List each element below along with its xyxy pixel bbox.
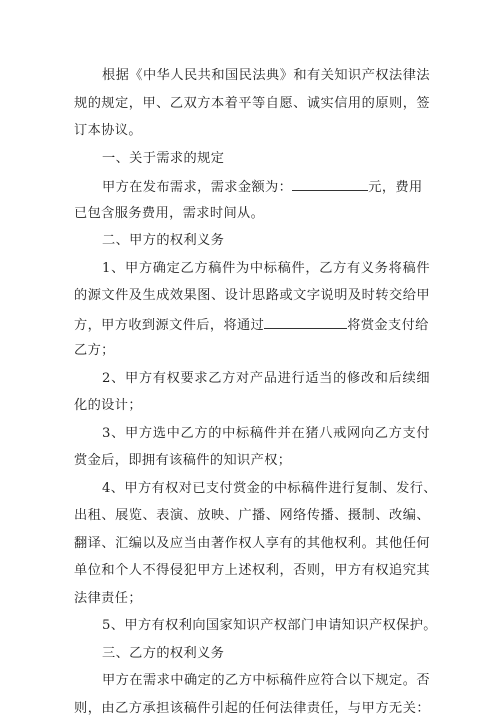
clause-4-line-4: 单位和个人不得侵犯甲方上述权利，否则，甲方有权追究其: [74, 557, 430, 585]
paragraph-intro-line-3: 订本协议。: [74, 117, 430, 145]
clause-1-line-1: 1、甲方确定乙方稿件为中标稿件，乙方有义务将稿件: [74, 255, 430, 283]
requirement-amount-label: 甲方在发布需求，需求金额为：: [102, 180, 292, 195]
clause-2-line-1: 2、甲方有权要求乙方对产品进行适当的修改和后续细: [74, 365, 430, 393]
clause-4-line-3: 翻译、汇编以及应当由著作权人享有的其他权利。其他任何: [74, 530, 430, 558]
section-3-line-2: 则，由乙方承担该稿件引起的任何法律责任，与甲方无关：: [74, 695, 430, 722]
clause-3-line-2: 赏金后，即拥有该稿件的知识产权；: [74, 447, 430, 475]
paragraph-intro-line-2: 规的规定，甲、乙双方本着平等自愿、诚实信用的原则，签: [74, 90, 430, 118]
clause-1-line-3: [74, 310, 430, 338]
clause-4-line-1: 4、甲方有权对已支付赏金的中标稿件进行复制、发行、: [74, 475, 430, 503]
clause-4-line-5: 法律责任；: [74, 585, 430, 613]
clause-4-line-2: 出租、展览、表演、放映、广播、网络传播、摄制、改编、: [74, 502, 430, 530]
requirement-amount-suffix: 元，费用: [368, 180, 422, 195]
section-heading-1: 一、关于需求的规定: [74, 145, 430, 173]
clause-1-line-4: 乙方；: [74, 337, 430, 365]
amount-blank-field: [292, 172, 368, 191]
document-body: [74, 62, 430, 722]
section-3-line-1: 甲方在需求中确定的乙方中标稿件应符合以下规定。否: [74, 667, 430, 695]
clause-2-line-2: 化的设计；: [74, 392, 430, 420]
requirement-fee-line: 已包含服务费用，需求时间从。: [74, 200, 430, 228]
payment-method-blank-field: [264, 310, 347, 329]
section-heading-3: 三、乙方的权利义务: [74, 640, 430, 668]
clause-3-line-1: 3、甲方选中乙方的中标稿件并在猪八戒网向乙方支付: [74, 420, 430, 448]
paragraph-intro-line-1: 根据《中华人民共和国民法典》和有关知识产权法律法: [74, 62, 430, 90]
clause-1-payment-label: 方，甲方收到源文件后，将通过: [74, 318, 264, 333]
requirement-amount-line: [74, 172, 430, 200]
section-heading-2: 二、甲方的权利义务: [74, 227, 430, 255]
clause-5-line-1: 5、甲方有权利向国家知识产权部门申请知识产权保护。: [74, 612, 430, 640]
clause-1-payment-suffix: 将赏金支付给: [347, 318, 429, 333]
clause-1-line-2: 的源文件及生成效果图、设计思路或文字说明及时转交给甲: [74, 282, 430, 310]
